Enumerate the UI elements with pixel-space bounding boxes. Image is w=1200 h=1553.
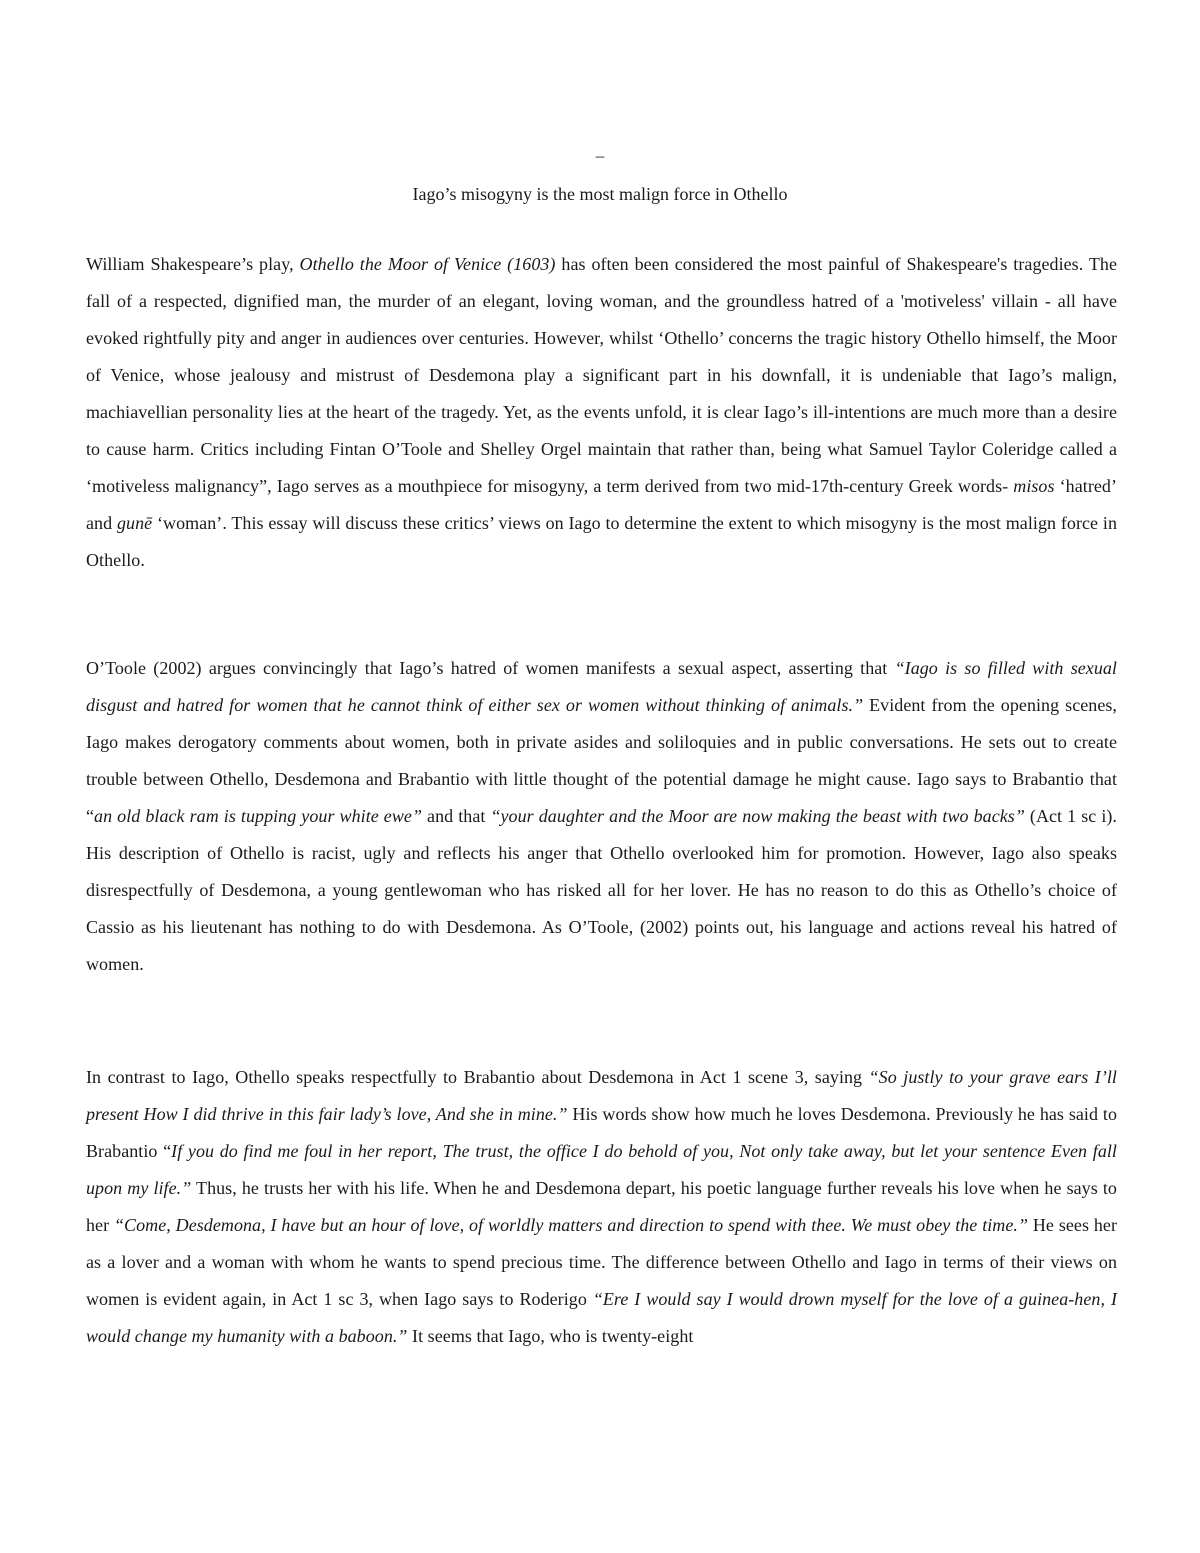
body-text: Thus, he trusts her with his life. When he and Desdemona depart, his poetic language further reveals his love when he says to her bbox=[86, 1178, 1117, 1235]
body-text: Evident from the opening scenes, Iago makes derogatory comments about women, both in private asides and soliloquies and in public conversations. He sets out to create trouble between Othello, Desdemona and Brabantio with little thought of the potential damage he might cause. Iago says to Brabantio that “ bbox=[86, 695, 1117, 826]
body-text: ‘hatred’ and bbox=[86, 476, 1117, 533]
paragraph-2 bbox=[86, 650, 1117, 983]
italic-quote-text: an old black ram is tupping your white ewe” bbox=[94, 806, 423, 826]
italic-quote-text: Othello the Moor of Venice (1603) bbox=[299, 254, 556, 274]
paragraph-3 bbox=[86, 1059, 1117, 1355]
body-text: and that bbox=[422, 806, 491, 826]
body-text: In contrast to Iago, Othello speaks respectfully to Brabantio about Desdemona in Act 1 scene 3, saying bbox=[86, 1067, 869, 1087]
italic-quote-text: gunē bbox=[116, 513, 153, 533]
italic-quote-text: “So justly to your grave ears I’ll present How I did thrive in this fair lady’s love, And she in mine.” bbox=[86, 1067, 1117, 1124]
body-text: His words show how much he loves Desdemona. Previously he has said to Brabantio “ bbox=[86, 1104, 1117, 1161]
italic-quote-text: If you do find me foul in her report, The trust, the office I do behold of you, Not only take away, but let your sentence Even fall upon my life.” bbox=[86, 1141, 1117, 1198]
body-text: It seems that Iago, who is twenty-eight bbox=[407, 1326, 694, 1346]
body-text: has often been considered the most painful of Shakespeare's tragedies. The fall of a respected, dignified man, the murder of an elegant, loving woman, and the groundless hatred of a 'motiveless' villain - all have evoked rightfully pity and anger in audiences over centuries. However, whilst ‘Othello’ concerns the tragic history Othello himself, the Moor of Venice, whose jealousy and mistrust of Desdemona play a significant part in his downfall, it is undeniable that Iago’s malign, machiavellian personality lies at the heart of the tragedy. Yet, as the events unfold, it is clear Iago’s ill-intentions are much more than a desire to cause harm. Critics including Fintan O’Toole and Shelley Orgel maintain that rather than, being what Samuel Taylor Coleridge called a ‘motiveless malignancy”, Iago serves as a mouthpiece for misogyny, a term derived from two mid-17th-century Greek words- bbox=[86, 254, 1118, 496]
body-text: He sees her as a lover and a woman with whom he wants to spend precious time. The difference between Othello and Iago in terms of their views on women is evident again, in Act 1 sc 3, when Iago says to Roderigo bbox=[86, 1215, 1118, 1309]
body-text: ‘woman’. This essay will discuss these critics’ views on Iago to determine the extent to which misogyny is the most malign force in Othello. bbox=[86, 513, 1117, 570]
italic-quote-text: “your daughter and the Moor are now making the beast with two backs” bbox=[490, 806, 1025, 826]
essay-title: Iago’s misogyny is the most malign force in Othello bbox=[412, 184, 788, 204]
paragraph-1 bbox=[86, 246, 1117, 579]
page-marker: – bbox=[595, 146, 605, 165]
italic-quote-text: misos bbox=[1013, 476, 1055, 496]
italic-quote-text: “Ere I would say I would drown myself for the love of a guinea-hen, I would change my humanity with a baboon.” bbox=[86, 1289, 1117, 1346]
body-text: O’Toole (2002) argues convincingly that Iago’s hatred of women manifests a sexual aspect, asserting that bbox=[86, 658, 895, 678]
italic-quote-text: “Come, Desdemona, I have but an hour of love, of worldly matters and direction to spend with thee. We must obey the time.” bbox=[114, 1215, 1029, 1235]
body-text: William Shakespeare’s play, bbox=[86, 254, 300, 274]
italic-quote-text: “Iago is so filled with sexual disgust and hatred for women that he cannot think of either sex or women without thinking of animals.” bbox=[86, 658, 1117, 715]
body-text: (Act 1 sc i). His description of Othello is racist, ugly and reflects his anger that Othello overlooked him for promotion. However, Iago also speaks disrespectfully of Desdemona, a young gentlewoman who has risked all for her lover. He has no reason to do this as Othello’s choice of Cassio as his lieutenant has nothing to do with Desdemona. As O’Toole, (2002) points out, his language and actions reveal his hatred of women. bbox=[86, 806, 1117, 974]
